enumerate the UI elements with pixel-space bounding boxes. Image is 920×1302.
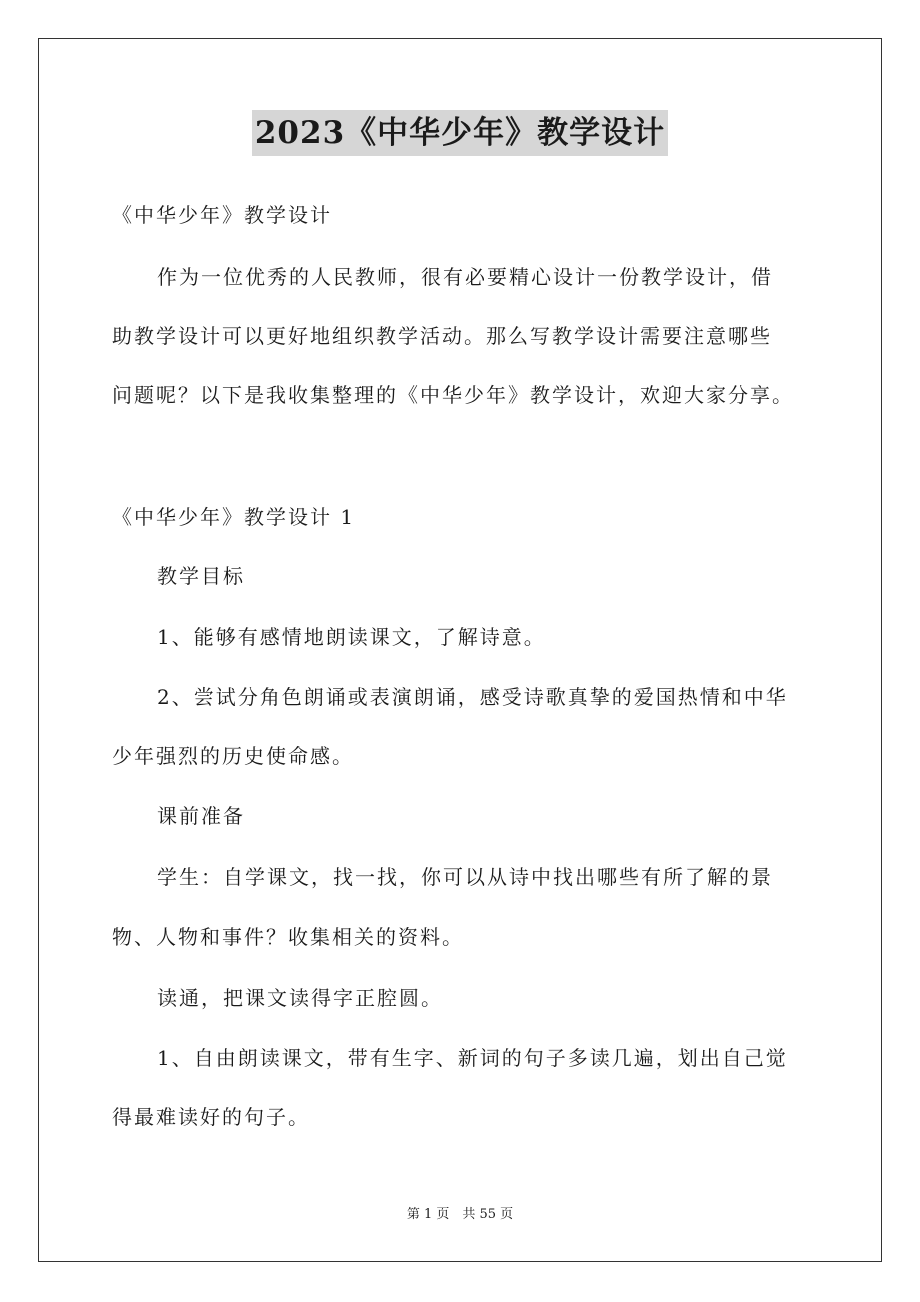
- title-container: [0, 110, 920, 156]
- goal-1: 1、能够有感情地朗读课文，了解诗意。: [157, 625, 546, 649]
- goals-label: 教学目标: [157, 564, 245, 588]
- student-line-1: 学生：自学课文，找一找，你可以从诗中找出哪些有所了解的景: [157, 865, 773, 889]
- goal-2-line-1: 2、尝试分角色朗诵或表演朗诵，感受诗歌真挚的爱国热情和中华: [157, 685, 788, 709]
- subtitle: 《中华少年》教学设计: [112, 203, 332, 227]
- intro-line-2: 助教学设计可以更好地组织教学活动。那么写教学设计需要注意哪些: [112, 324, 772, 348]
- intro-line-3: 问题呢？以下是我收集整理的《中华少年》教学设计，欢迎大家分享。: [112, 383, 794, 407]
- step-1-line-2: 得最难读好的句子。: [112, 1105, 310, 1129]
- goal-2-line-2: 少年强烈的历史使命感。: [112, 744, 354, 768]
- read-through: 读通，把课文读得字正腔圆。: [157, 986, 443, 1010]
- intro-line-1: 作为一位优秀的人民教师，很有必要精心设计一份教学设计，借: [157, 265, 773, 289]
- section-heading: 《中华少年》教学设计 1: [112, 505, 356, 529]
- page-title: 2023《中华少年》教学设计: [252, 110, 668, 156]
- page-footer: 第 1 页 共 55 页: [406, 1207, 514, 1222]
- student-line-2: 物、人物和事件？收集相关的资料。: [112, 925, 464, 949]
- prep-label: 课前准备: [157, 804, 245, 828]
- step-1-line-1: 1、自由朗读课文，带有生字、新词的句子多读几遍，划出自己觉: [157, 1046, 788, 1070]
